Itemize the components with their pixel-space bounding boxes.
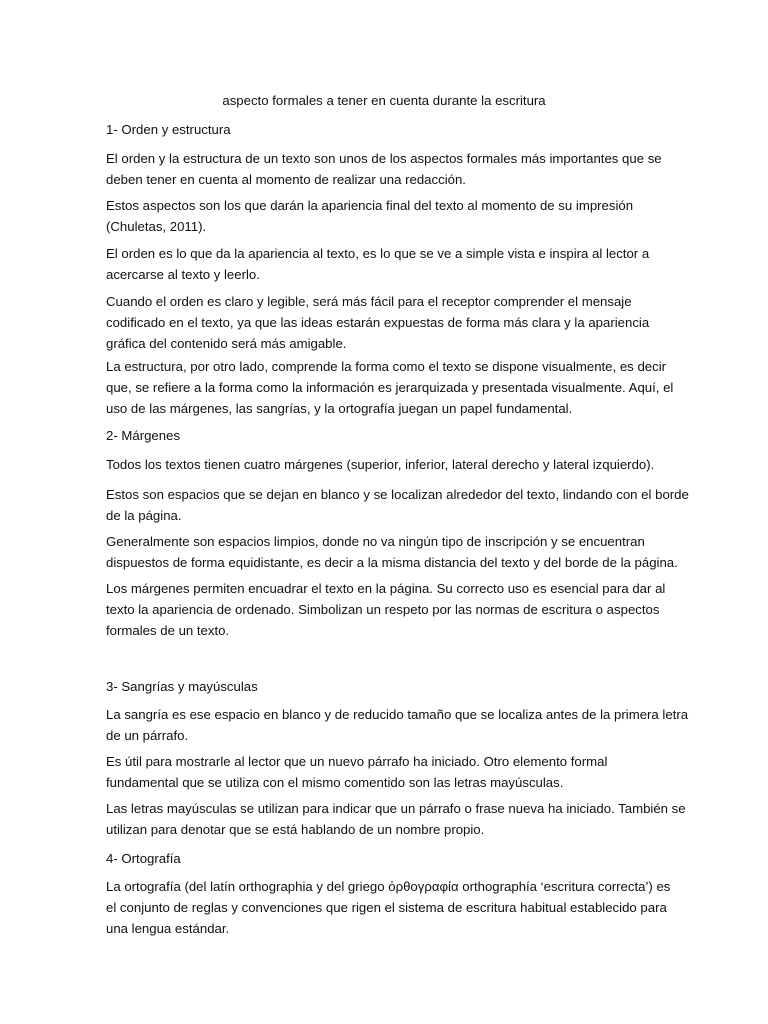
paragraph (106, 356, 686, 419)
text-line: La sangría es ese espacio en blanco y de reducido tamaño que se localiza antes de la primera letra (106, 707, 689, 722)
text-line: Estos son espacios que se dejan en blanco y se localizan alrededor del texto, lindando con el borde (106, 487, 689, 502)
paragraph (106, 578, 686, 641)
section-heading-orden (106, 119, 686, 140)
text-line: una lengua estándar. (106, 921, 230, 936)
document-title: aspecto formales a tener en cuenta durante la escritura (222, 93, 546, 108)
text-line: deben tener en cuenta al momento de realizar una redacción. (106, 172, 466, 187)
text-line: de la página. (106, 508, 182, 523)
text-line: Cuando el orden es claro y legible, será más fácil para el receptor comprender el mensaje (106, 294, 632, 309)
text-line: Las letras mayúsculas se utilizan para indicar que un párrafo o frase nueva ha iniciado. También se (106, 801, 686, 816)
text-line: La estructura, por otro lado, comprende la forma como el texto se dispone visualmente, es decir (106, 359, 667, 374)
text-line: que, se refiere a la forma como la información es jerarquizada y presentada visualmente. Aquí, el (106, 380, 674, 395)
text-line: formales de un texto. (106, 623, 230, 638)
text-line: Todos los textos tienen cuatro márgenes (superior, inferior, lateral derecho y lateral izquierdo). (106, 457, 655, 472)
paragraph (106, 291, 686, 354)
paragraph (106, 704, 689, 746)
text-line: Es útil para mostrarle al lector que un nuevo párrafo ha iniciado. Otro elemento formal (106, 754, 608, 769)
paragraph (106, 751, 686, 793)
text-line: 3- Sangrías y mayúsculas (106, 679, 258, 694)
text-line: texto la apariencia de ordenado. Simbolizan un respeto por las normas de escritura o aspectos (106, 602, 660, 617)
text-line: acercarse al texto y leerlo. (106, 267, 260, 282)
text-line: utilizan para denotar que se está hablando de un nombre propio. (106, 822, 485, 837)
paragraph (106, 243, 686, 285)
text-line: 2- Márgenes (106, 428, 181, 443)
text-line: Los márgenes permiten encuadrar el texto en la página. Su correcto uso es esencial para dar al (106, 581, 666, 596)
text-line: uso de las márgenes, las sangrías, y la ortografía juegan un papel fundamental. (106, 401, 573, 416)
text-line: El orden y la estructura de un texto son unos de los aspectos formales más importantes que se (106, 151, 662, 166)
paragraph (106, 454, 686, 475)
paragraph (106, 876, 686, 939)
text-line: Estos aspectos son los que darán la apariencia final del texto al momento de su impresión (106, 198, 634, 213)
text-line: gráfica del contenido será más amigable. (106, 336, 347, 351)
paragraph (106, 195, 686, 237)
text-line: fundamental que se utiliza con el mismo comentido son las letras mayúsculas. (106, 775, 564, 790)
text-line: Generalmente son espacios limpios, donde no va ningún tipo de inscripción y se encuentran (106, 534, 645, 549)
text-line: (Chuletas, 2011). (106, 219, 207, 234)
section-heading-margenes (106, 425, 686, 446)
section-heading-sangrias (106, 676, 686, 697)
paragraph (106, 531, 686, 573)
text-line: 4- Ortografía (106, 851, 181, 866)
paragraph (106, 484, 689, 526)
section-heading-ortografia (106, 848, 686, 869)
text-line: 1- Orden y estructura (106, 122, 231, 137)
text-line: La ortografía (del latín orthographia y del griego ὀρθογραφία orthographía ‘escritura correcta’) es (106, 879, 671, 894)
text-line: el conjunto de reglas y convenciones que rigen el sistema de escritura habitual establecido para (106, 900, 667, 915)
text-line: de un párrafo. (106, 728, 189, 743)
text-line: codificado en el texto, ya que las ideas estarán expuestas de forma más clara y la apariencia (106, 315, 650, 330)
paragraph (106, 798, 686, 840)
text-line: El orden es lo que da la apariencia al texto, es lo que se ve a simple vista e inspira al lector a (106, 246, 650, 261)
text-line: dispuestos de forma equidistante, es decir a la misma distancia del texto y del borde de la página. (106, 555, 678, 570)
paragraph (106, 148, 686, 190)
